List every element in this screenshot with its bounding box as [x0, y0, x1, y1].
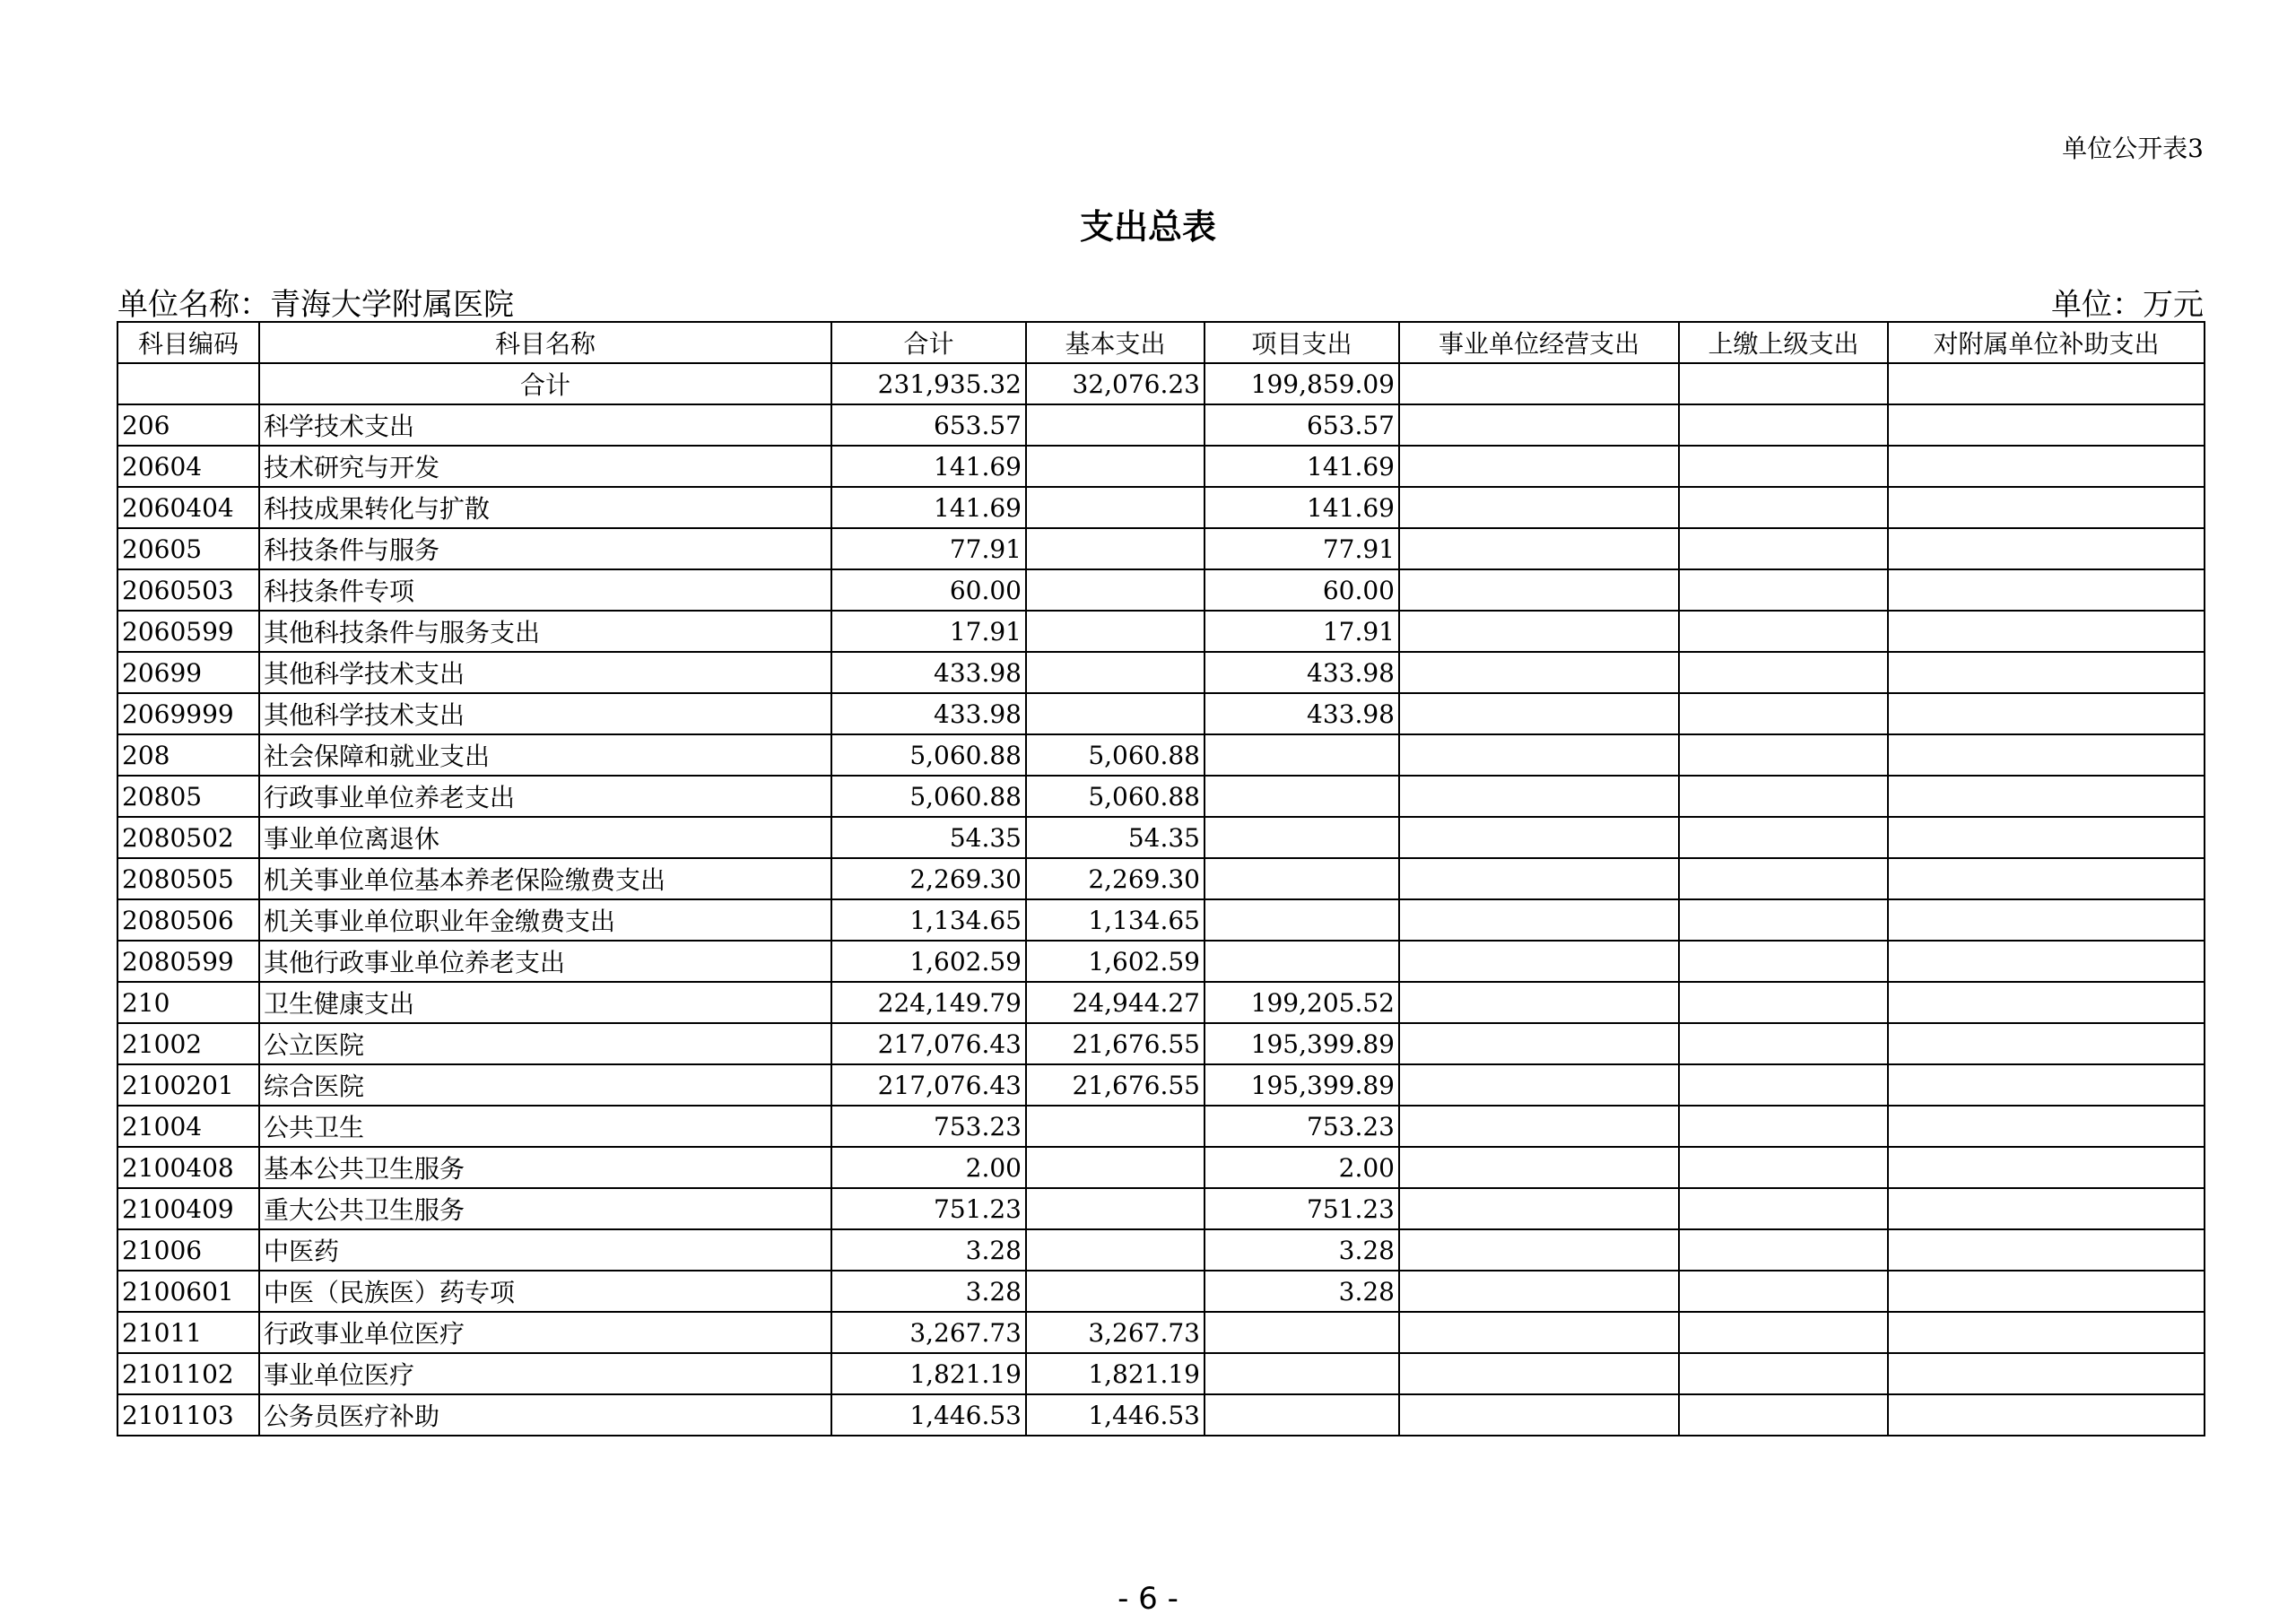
cell-total: 1,134.65	[831, 899, 1026, 941]
cell-operating	[1399, 1106, 1679, 1147]
cell-basic	[1026, 652, 1205, 693]
header-operating: 事业单位经营支出	[1399, 322, 1679, 363]
table-row	[117, 1394, 2205, 1436]
cell-code: 21002	[117, 1023, 259, 1064]
cell-total: 433.98	[831, 652, 1026, 693]
cell-code: 2069999	[117, 693, 259, 734]
table-row	[117, 1188, 2205, 1229]
cell-operating	[1399, 1188, 1679, 1229]
cell-operating	[1399, 858, 1679, 899]
table-row	[117, 858, 2205, 899]
cell-remit	[1679, 734, 1888, 776]
table-row	[117, 1312, 2205, 1353]
cell-project: 199,205.52	[1205, 982, 1399, 1023]
cell-project	[1205, 899, 1399, 941]
cell-operating	[1399, 652, 1679, 693]
cell-code: 2080506	[117, 899, 259, 941]
cell-name: 行政事业单位养老支出	[259, 776, 831, 817]
cell-remit	[1679, 1188, 1888, 1229]
header-subsidy: 对附属单位补助支出	[1888, 322, 2205, 363]
cell-total: 54.35	[831, 817, 1026, 858]
cell-subsidy	[1888, 363, 2205, 404]
cell-basic: 1,446.53	[1026, 1394, 1205, 1436]
cell-name: 技术研究与开发	[259, 446, 831, 487]
cell-subsidy	[1888, 569, 2205, 611]
cell-operating	[1399, 1064, 1679, 1106]
cell-code: 208	[117, 734, 259, 776]
cell-operating	[1399, 1353, 1679, 1394]
cell-code: 20805	[117, 776, 259, 817]
form-number: 单位公开表3	[2062, 134, 2204, 163]
cell-subsidy	[1888, 446, 2205, 487]
cell-remit	[1679, 528, 1888, 569]
cell-total: 217,076.43	[831, 1023, 1026, 1064]
cell-total: 5,060.88	[831, 776, 1026, 817]
cell-total: 751.23	[831, 1188, 1026, 1229]
cell-operating	[1399, 1147, 1679, 1188]
cell-total: 141.69	[831, 446, 1026, 487]
cell-remit	[1679, 858, 1888, 899]
cell-subsidy	[1888, 1312, 2205, 1353]
cell-code: 2060404	[117, 487, 259, 528]
cell-name: 机关事业单位基本养老保险缴费支出	[259, 858, 831, 899]
cell-subsidy	[1888, 734, 2205, 776]
cell-remit	[1679, 363, 1888, 404]
table-row	[117, 1064, 2205, 1106]
cell-basic: 21,676.55	[1026, 1023, 1205, 1064]
cell-remit	[1679, 899, 1888, 941]
cell-basic	[1026, 1147, 1205, 1188]
table-row	[117, 569, 2205, 611]
cell-code: 2080505	[117, 858, 259, 899]
cell-name: 其他科技条件与服务支出	[259, 611, 831, 652]
cell-name: 其他行政事业单位养老支出	[259, 941, 831, 982]
cell-name: 机关事业单位职业年金缴费支出	[259, 899, 831, 941]
cell-subsidy	[1888, 528, 2205, 569]
cell-project: 753.23	[1205, 1106, 1399, 1147]
cell-total: 231,935.32	[831, 363, 1026, 404]
cell-project: 433.98	[1205, 693, 1399, 734]
cell-project	[1205, 1353, 1399, 1394]
cell-name: 综合医院	[259, 1064, 831, 1106]
cell-basic: 54.35	[1026, 817, 1205, 858]
cell-basic	[1026, 446, 1205, 487]
cell-remit	[1679, 1312, 1888, 1353]
cell-name: 卫生健康支出	[259, 982, 831, 1023]
cell-project: 195,399.89	[1205, 1064, 1399, 1106]
cell-code: 206	[117, 404, 259, 446]
cell-project: 433.98	[1205, 652, 1399, 693]
cell-total: 433.98	[831, 693, 1026, 734]
cell-basic	[1026, 693, 1205, 734]
table-row	[117, 1271, 2205, 1312]
cell-total: 5,060.88	[831, 734, 1026, 776]
cell-project	[1205, 1312, 1399, 1353]
cell-name: 行政事业单位医疗	[259, 1312, 831, 1353]
cell-code: 2100408	[117, 1147, 259, 1188]
cell-project: 60.00	[1205, 569, 1399, 611]
cell-basic	[1026, 404, 1205, 446]
cell-basic	[1026, 1188, 1205, 1229]
cell-project: 17.91	[1205, 611, 1399, 652]
cell-remit	[1679, 1229, 1888, 1271]
cell-basic: 21,676.55	[1026, 1064, 1205, 1106]
cell-remit	[1679, 693, 1888, 734]
cell-total: 753.23	[831, 1106, 1026, 1147]
cell-code: 20605	[117, 528, 259, 569]
cell-subsidy	[1888, 611, 2205, 652]
page-title: 支出总表	[1079, 207, 1216, 247]
cell-project	[1205, 776, 1399, 817]
cell-name: 科技条件专项	[259, 569, 831, 611]
table-row	[117, 899, 2205, 941]
cell-operating	[1399, 404, 1679, 446]
cell-subsidy	[1888, 899, 2205, 941]
cell-name: 合计	[259, 363, 831, 404]
cell-project	[1205, 941, 1399, 982]
cell-subsidy	[1888, 1023, 2205, 1064]
cell-code: 2060503	[117, 569, 259, 611]
table-row	[117, 652, 2205, 693]
cell-code: 2080599	[117, 941, 259, 982]
cell-subsidy	[1888, 1353, 2205, 1394]
unit-label: 单位：万元	[2051, 287, 2204, 323]
table-row	[117, 1023, 2205, 1064]
cell-operating	[1399, 734, 1679, 776]
table-row	[117, 446, 2205, 487]
cell-subsidy	[1888, 1229, 2205, 1271]
cell-total: 1,446.53	[831, 1394, 1026, 1436]
cell-project: 195,399.89	[1205, 1023, 1399, 1064]
cell-remit	[1679, 941, 1888, 982]
cell-remit	[1679, 1271, 1888, 1312]
cell-total: 2.00	[831, 1147, 1026, 1188]
cell-subsidy	[1888, 1064, 2205, 1106]
cell-total: 3.28	[831, 1229, 1026, 1271]
cell-subsidy	[1888, 941, 2205, 982]
cell-name: 科学技术支出	[259, 404, 831, 446]
table-row	[117, 982, 2205, 1023]
cell-project: 141.69	[1205, 446, 1399, 487]
cell-name: 中医药	[259, 1229, 831, 1271]
cell-operating	[1399, 899, 1679, 941]
cell-code	[117, 363, 259, 404]
cell-basic: 5,060.88	[1026, 776, 1205, 817]
cell-code: 2101102	[117, 1353, 259, 1394]
cell-remit	[1679, 1394, 1888, 1436]
cell-operating	[1399, 817, 1679, 858]
cell-remit	[1679, 1353, 1888, 1394]
cell-project	[1205, 734, 1399, 776]
cell-total: 3.28	[831, 1271, 1026, 1312]
total-row	[117, 363, 2205, 404]
header-basic: 基本支出	[1026, 322, 1205, 363]
cell-project	[1205, 858, 1399, 899]
cell-subsidy	[1888, 487, 2205, 528]
header-name: 科目名称	[259, 322, 831, 363]
cell-code: 21006	[117, 1229, 259, 1271]
cell-basic: 1,602.59	[1026, 941, 1205, 982]
cell-operating	[1399, 1271, 1679, 1312]
cell-remit	[1679, 611, 1888, 652]
cell-remit	[1679, 446, 1888, 487]
cell-code: 2101103	[117, 1394, 259, 1436]
cell-name: 重大公共卫生服务	[259, 1188, 831, 1229]
cell-basic: 32,076.23	[1026, 363, 1205, 404]
table-row	[117, 1147, 2205, 1188]
cell-remit	[1679, 487, 1888, 528]
cell-project	[1205, 1394, 1399, 1436]
cell-subsidy	[1888, 1106, 2205, 1147]
table-row	[117, 817, 2205, 858]
cell-remit	[1679, 1106, 1888, 1147]
cell-subsidy	[1888, 817, 2205, 858]
cell-total: 653.57	[831, 404, 1026, 446]
cell-code: 2080502	[117, 817, 259, 858]
table-row	[117, 528, 2205, 569]
cell-name: 社会保障和就业支出	[259, 734, 831, 776]
cell-basic: 3,267.73	[1026, 1312, 1205, 1353]
cell-basic: 5,060.88	[1026, 734, 1205, 776]
cell-basic: 24,944.27	[1026, 982, 1205, 1023]
cell-basic	[1026, 569, 1205, 611]
cell-subsidy	[1888, 1394, 2205, 1436]
cell-code: 21004	[117, 1106, 259, 1147]
page-number: - 6 -	[1118, 1581, 1178, 1617]
cell-basic	[1026, 1229, 1205, 1271]
header-project: 项目支出	[1205, 322, 1399, 363]
cell-code: 2100409	[117, 1188, 259, 1229]
cell-operating	[1399, 487, 1679, 528]
cell-name: 事业单位医疗	[259, 1353, 831, 1394]
cell-basic	[1026, 611, 1205, 652]
cell-name: 中医（民族医）药专项	[259, 1271, 831, 1312]
cell-subsidy	[1888, 652, 2205, 693]
cell-project: 751.23	[1205, 1188, 1399, 1229]
table-row	[117, 1229, 2205, 1271]
table-row	[117, 693, 2205, 734]
table-header-row	[117, 322, 2205, 363]
cell-operating	[1399, 569, 1679, 611]
header-total: 合计	[831, 322, 1026, 363]
cell-remit	[1679, 652, 1888, 693]
cell-subsidy	[1888, 858, 2205, 899]
cell-name: 基本公共卫生服务	[259, 1147, 831, 1188]
cell-project: 77.91	[1205, 528, 1399, 569]
cell-subsidy	[1888, 982, 2205, 1023]
cell-operating	[1399, 611, 1679, 652]
cell-remit	[1679, 404, 1888, 446]
table-row	[117, 941, 2205, 982]
cell-name: 其他科学技术支出	[259, 652, 831, 693]
table-row	[117, 487, 2205, 528]
expenditure-table	[117, 321, 2205, 1436]
cell-remit	[1679, 1064, 1888, 1106]
table-row	[117, 776, 2205, 817]
unit-name: 单位名称：青海大学附属医院	[117, 287, 514, 323]
cell-basic: 1,134.65	[1026, 899, 1205, 941]
cell-operating	[1399, 693, 1679, 734]
cell-operating	[1399, 941, 1679, 982]
cell-operating	[1399, 1312, 1679, 1353]
cell-operating	[1399, 1023, 1679, 1064]
cell-operating	[1399, 1394, 1679, 1436]
cell-code: 21011	[117, 1312, 259, 1353]
cell-project: 3.28	[1205, 1229, 1399, 1271]
cell-project: 653.57	[1205, 404, 1399, 446]
header-remit: 上缴上级支出	[1679, 322, 1888, 363]
cell-code: 2100201	[117, 1064, 259, 1106]
cell-operating	[1399, 1229, 1679, 1271]
cell-code: 2060599	[117, 611, 259, 652]
cell-code: 20604	[117, 446, 259, 487]
cell-code: 210	[117, 982, 259, 1023]
cell-basic	[1026, 1271, 1205, 1312]
cell-operating	[1399, 982, 1679, 1023]
cell-total: 141.69	[831, 487, 1026, 528]
cell-subsidy	[1888, 1188, 2205, 1229]
table-row	[117, 734, 2205, 776]
cell-remit	[1679, 776, 1888, 817]
cell-operating	[1399, 776, 1679, 817]
cell-total: 60.00	[831, 569, 1026, 611]
cell-project: 2.00	[1205, 1147, 1399, 1188]
cell-subsidy	[1888, 1271, 2205, 1312]
cell-code: 20699	[117, 652, 259, 693]
cell-subsidy	[1888, 776, 2205, 817]
cell-operating	[1399, 363, 1679, 404]
cell-operating	[1399, 446, 1679, 487]
cell-basic	[1026, 487, 1205, 528]
cell-subsidy	[1888, 404, 2205, 446]
cell-code: 2100601	[117, 1271, 259, 1312]
cell-name: 科技成果转化与扩散	[259, 487, 831, 528]
table-row	[117, 404, 2205, 446]
cell-name: 科技条件与服务	[259, 528, 831, 569]
cell-remit	[1679, 569, 1888, 611]
table-row	[117, 611, 2205, 652]
header-code: 科目编码	[117, 322, 259, 363]
cell-total: 1,821.19	[831, 1353, 1026, 1394]
cell-remit	[1679, 817, 1888, 858]
cell-project	[1205, 817, 1399, 858]
cell-operating	[1399, 528, 1679, 569]
cell-project: 3.28	[1205, 1271, 1399, 1312]
cell-total: 2,269.30	[831, 858, 1026, 899]
cell-name: 其他科学技术支出	[259, 693, 831, 734]
cell-total: 217,076.43	[831, 1064, 1026, 1106]
cell-total: 1,602.59	[831, 941, 1026, 982]
cell-total: 17.91	[831, 611, 1026, 652]
cell-basic	[1026, 1106, 1205, 1147]
cell-name: 事业单位离退休	[259, 817, 831, 858]
cell-remit	[1679, 1147, 1888, 1188]
cell-basic: 2,269.30	[1026, 858, 1205, 899]
cell-remit	[1679, 982, 1888, 1023]
cell-total: 77.91	[831, 528, 1026, 569]
cell-total: 224,149.79	[831, 982, 1026, 1023]
cell-project: 199,859.09	[1205, 363, 1399, 404]
cell-subsidy	[1888, 1147, 2205, 1188]
table-row	[117, 1106, 2205, 1147]
cell-subsidy	[1888, 693, 2205, 734]
cell-basic: 1,821.19	[1026, 1353, 1205, 1394]
cell-name: 公共卫生	[259, 1106, 831, 1147]
cell-project: 141.69	[1205, 487, 1399, 528]
cell-basic	[1026, 528, 1205, 569]
cell-name: 公务员医疗补助	[259, 1394, 831, 1436]
table-row	[117, 1353, 2205, 1394]
cell-remit	[1679, 1023, 1888, 1064]
cell-total: 3,267.73	[831, 1312, 1026, 1353]
cell-name: 公立医院	[259, 1023, 831, 1064]
